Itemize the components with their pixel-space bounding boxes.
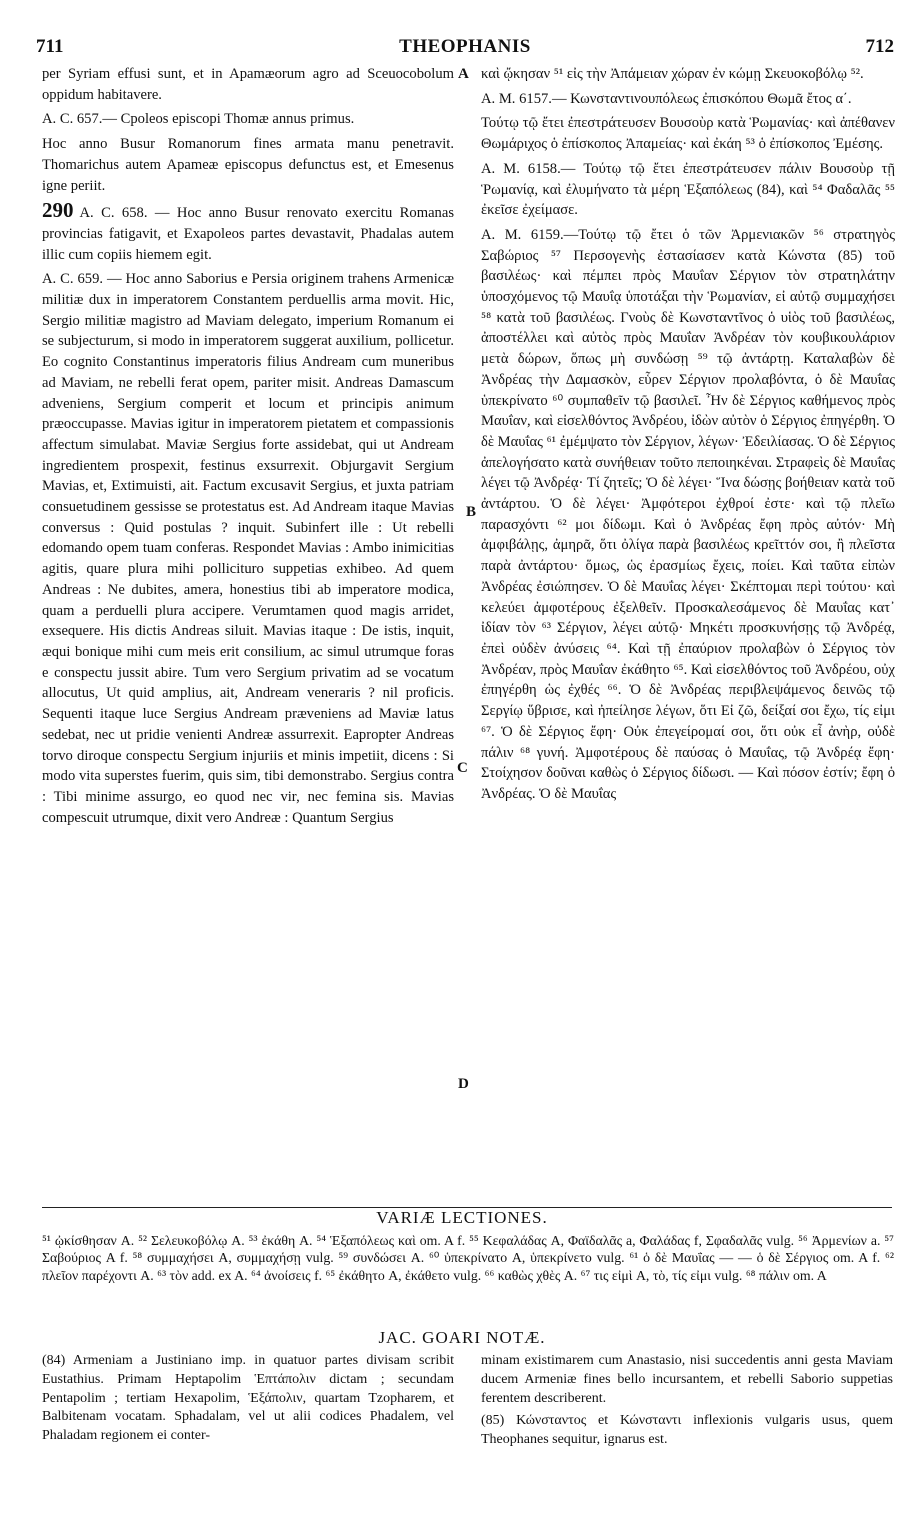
latin-paragraph-with-number bbox=[42, 200, 454, 265]
greek-column bbox=[481, 64, 895, 809]
greek-paragraph: καὶ ᾤκησαν ⁵¹ εἰς τὴν Ἀπάμειαν χώραν ἐν κώμῃ Σκευοκοβόλῳ ⁵². bbox=[481, 66, 864, 82]
latin-paragraph: A. C. 657.— Cpoleos episcopi Thomæ annus primus. bbox=[42, 111, 355, 128]
margin-letter-c: C bbox=[457, 760, 468, 776]
note-85: (85) Κώνσταντος et Κώνσταντι inflexionis vulgaris usus, quem Theophanes sequitur, ignarus est. bbox=[481, 1413, 893, 1448]
latin-paragraph: per Syriam effusi sunt, et in Apamæorum agro ad Sceuocobolum oppidum habitavere. bbox=[42, 66, 454, 103]
margin-letter-d: D bbox=[458, 1076, 469, 1092]
margin-letter-b: B bbox=[466, 504, 477, 520]
greek-paragraph: Τούτῳ τῷ ἔτει ἐπεστράτευσεν Βουσοὺρ κατὰ Ῥωμανίας· καὶ ἀπέθανεν Θωμάριχος ὁ ἐπίσκοπος Ἀπαμείας· καὶ ἐκάη ⁵³ ὁ ἐπίσκοπος Ἐμέσης. bbox=[481, 115, 895, 153]
greek-paragraph: A. M. 6158.— Τούτῳ τῷ ἔτει ἐπεστράτευσεν πάλιν Βουσοὺρ τῇ Ῥωμανίᾳ, καὶ ἐλυμήνατο τὰ μέρη Ἑξαπόλεως (84), καὶ ⁵⁴ Φαδαλᾶς ⁵⁵ ἐκεῖσε ἐχείμασε. bbox=[481, 160, 895, 219]
greek-paragraph: A. M. 6159.—Τούτῳ τῷ ἔτει ὁ τῶν Ἀρμενιακῶν ⁵⁶ στρατηγὸς Σαβώριος ⁵⁷ Περσογενὴς ἐστασίασεν κατὰ Κώνστα (85) τοῦ βασιλέως· καὶ πέμπει πρὸς Μαυΐαν Σέργιον τὸν στρατηλάτην ὑποσχόμενος τῷ Μαυΐᾳ ὑποτάξαι τὴν Ῥωμανίαν, εἰ αὐτῷ συμμαχήσει ⁵⁸ κατὰ τοῦ βασιλέως. Γνοὺς δὲ Κωνσταντῖνος ὁ υἱὸς τοῦ βασιλέως, ἀποστέλλει καὶ αὐτὸς πρὸς Μαυΐαν Ἀνδρέαν τὸν κουβικουλάριον μετὰ δώρων, ὅπως μὴ συνδώσῃ ⁵⁹ τῷ ἀντάρτῃ. Καταλαβὼν δὲ Ἀνδρέας τὴν Δαμασκὸν, εὗρεν Σέργιον προλαβόντα, ὁ δὲ Μαυΐας ὑπεκρίνατο ⁶⁰ συμπαθεῖν τῷ βασιλεῖ. Ἦν δὲ Σέργιος καθήμενος πρὸς Μαυΐαν, καὶ εἰσελθόντος Ἀνδρέου, ἰδὼν αὐτὸν ὁ Σέργιος ἐπηγέρθη. Ὁ δὲ Μαυΐας ⁶¹ ἐμέμψατο τὸν Σέργιον, λέγων· Ἐδειλίασας. Ὁ δὲ Σέργιος ἀπελογήσατο κατὰ συνήθειαν τοῦτο πεποιηκέναι. Στραφεὶς δὲ Μαυΐας λέγει τῷ Ἀνδρέᾳ· Τί ζητεῖς; Ὁ δὲ λέγει· Ἵνα δώσῃς βοήθειαν κατὰ τοῦ ἀντάρτου. Ὁ δὲ λέγει· Ἀμφότεροι ἐχθροί ἐστε· καὶ τῷ πλεῖω παρασχόντι ⁶² μοι δίδωμι. Καὶ ὁ Ἀνδρέας ἔφη πρὸς αὐτόν· Μὴ ἀμφιβάλῃς, ἀμηρᾶ, ὅτι ὀλίγα παρὰ βασιλέως κρεῖττόν σοι, ἢ πλεῖστα παρὰ ἀντάρτου· ὅμως, ὡς ἐρασμίως ἔχεις, ποίει. Καὶ ταῦτα εἰπὼν Ἀνδρέας ἐσιώπησεν. Ὁ δὲ Μαυΐας λέγει· Σκέπτομαι περὶ τούτου· καὶ κελεύει ἀμφοτέρους ἐξελθεῖν. Προσκαλεσάμενος δὲ Μαυΐας κατ᾽ ἰδίαν τὸν ⁶³ Σέργιον, λέγει αὐτῷ· Μηκέτι προσκυνήσῃς τῷ Ἀνδρέᾳ, ἐπεὶ οὐδὲν ἀνύσεις ⁶⁴. Καὶ τῇ ἐπαύριον προλαβὼν ὁ Σέργιος τὸν Ἀνδρέαν, πρὸς Μαυΐαν ἐκάθητο ⁶⁵. Καὶ εἰσελθόντος τοῦ Ἀνδρέου, οὐχ ἐπηγέρθη ὡς ἐχθές ⁶⁶. Ὁ δὲ Ἀνδρέας περιβλεψάμενος δεινῶς τῷ Σεργίῳ ὕβρισε, καὶ ἠπείλησε λέγων, ὅτι Εἰ ζῶ, δείξαί σοι ἔχω, τίς εἰμι ⁶⁷. Ὁ δὲ Σέργιος ἔφη· Οὐκ ἐπεγείρομαί σοι, ὅτι οὐκ εἶ ἀνὴρ, οὐδὲ πάλιν ⁶⁸ γυνή. Ἀμφοτέρους δὲ παύσας ὁ Μαυΐας, τῷ Ἀνδρέᾳ ἔφη· Στοίχησον δοῦναι καθὼς ὁ Σέργιος δίδωσι. — Καὶ πόσον ἐστίν; ἔφη ὁ Ἀνδρέας. Ὁ δὲ Μαυΐας bbox=[481, 226, 896, 802]
notae-title: JAC. GOARI NOTÆ. bbox=[378, 1328, 546, 1347]
notae-right bbox=[481, 1352, 893, 1454]
page-header bbox=[36, 36, 894, 62]
page-number-left: 711 bbox=[36, 36, 64, 57]
page-number-right: 712 bbox=[865, 36, 894, 57]
latin-paragraph: A. C. 659. — Hoc anno Saborius e Persia originem trahens Armenicæ militiæ dux in imperatorem Constantem perduellis arma movit. Hic, Sergio militiæ magistro ad Maviam delegato, imperium Romanum ei se subjecturum, si modo in imperatorem suggerat auxilium, pollicetur. Eo cognito Constantinus imperatoris filius Andream cum muneribus ad Maviam, ne rebelli ferat opem, pariter misit. Andreas Damascum adveniens, Sergium comperit et locum et principis animum præoccupasse. Mavias igitur in imperatorem pietatem et compassionis affectum simulabat. Maviæ Sergius forte assidebat, qui ut Andream ingredientem prospexit, festinus exsurrexit. Objurgavit Sergium Mavias, et, Extimuisti, ait. Factum excusavit Sergius, et juxta patriam consuetudinem gessisse se protestatus est. Ad Andream itaque Mavias conversus : Quid postulas ? inquit. Subinfert ille : Ut rebelli edomando opem tuam conferas. Respondet Mavias : Ambo inimicitias agitis, quare plura mihi pollicituro suppetias exhibeo. Ad quem Andreas : Ne dubites, amera, honestius tibi ab imperatore modica, quam a perduelli plura accipere. Verumtamen quod magis arridet, exsequere. His dictis Andreas siluit. Mavias itaque : De istis, inquit, æqui bonique mihi cum meis erit consilium, ac simul utrumque foras e conspectu jussit abire. Tum vero Sergium privatim ad se vocatum allocutus, Ut quid amplius, ait, Andream veneraris ? nil proficis. Sequenti itaque luce Sergius Andream præveniens ad Maviæ latus sedebat, nec ut pridie venienti Andreæ assurrexit. Eapropter Andreas torvo diroque conspectu Sergium injuriis et minis impetiit, dicens : Si modo vita superstes fuerim, quis sim, tibi demonstrabo. Sergius contra : Tibi minime assurgo, eo quod nec vir, nec femina sis. Mavias compescuit utrumque, dixit vero Andreæ : Quantum Sergius bbox=[42, 271, 454, 826]
margin-letter-a: A bbox=[458, 66, 469, 82]
greek-paragraph: A. M. 6157.— Κωνσταντινουπόλεως ἐπισκόπου Θωμᾶ ἔτος α΄. bbox=[481, 90, 852, 107]
note-84: (84) Armeniam a Justiniano imp. in quatuor partes divisam scribit Eustathius. Primam Heptapolim Ἑπτάπολιν dictam ; secundam Pentapolim ; tertiam Hexapolim, Ἑξάπολιν, quartam Tzopharem, et Balbitenam vocatam. Sphadalam, vel ut alii codices Phadalem, vel Phaladam regionem ei conter- bbox=[42, 1353, 454, 1444]
running-title: THEOPHANIS bbox=[399, 36, 531, 57]
note-84-continued: minam existimarem cum Anastasio, nisi succedentis anni gesta Maviam ducem Armeniæ fines bello incursantem, et rebelli Saborio suppetias ferentem describerent. bbox=[481, 1353, 893, 1406]
latin-column bbox=[42, 64, 454, 832]
latin-paragraph-text: A. C. 658. — Hoc anno Busur renovato exercitu Romanas provincias fatigavit, et Exapoleos partes devastavit, Phadalas autem illic cum copiis hiemem egit. bbox=[42, 205, 454, 263]
notae-left bbox=[42, 1352, 454, 1450]
latin-paragraph: Hoc anno Busur Romanorum fines armata manu penetravit. Thomarichus autem Apameæ episcopus defunctus est, et Emesenus igne periit. bbox=[42, 136, 454, 194]
variae-lectiones-title: VARIÆ LECTIONES. bbox=[376, 1208, 548, 1227]
margin-number: 290 bbox=[42, 198, 74, 223]
variae-lectiones: ⁵¹ ᾠκίσθησαν A. ⁵² Σελευκοβόλῳ A. ⁵³ ἐκάθη A. ⁵⁴ Ἑξαπόλεως καὶ om. A f. ⁵⁵ Κεφαλάδας A, Φαϊδαλᾶς a, Φαλάδας f, Σφαδαλᾶς vulg. ⁵⁶ Ἀρμενίων a. ⁵⁷ Σαβούριος A f. ⁵⁸ συμμαχήσει A, συμμαχήσῃ vulg. ⁵⁹ συνδώσει A. ⁶⁰ ὑπεκρίνατο A, ὑπεκρίνετο vulg. ⁶¹ ὁ δὲ Μαυΐας — — ὁ δὲ Σέργιος om. A f. ⁶² πλεῖον παρέχοντι A. ⁶³ τὸν add. ex A. ⁶⁴ ἀνοίσεις f. ⁶⁵ ἐκάθητο A, ἐκάθετο vulg. ⁶⁶ καθὼς χθὲς A. ⁶⁷ τις εἰμὶ A, τὸ, τίς εἰμι vulg. ⁶⁸ πάλιν om. A bbox=[42, 1233, 894, 1283]
